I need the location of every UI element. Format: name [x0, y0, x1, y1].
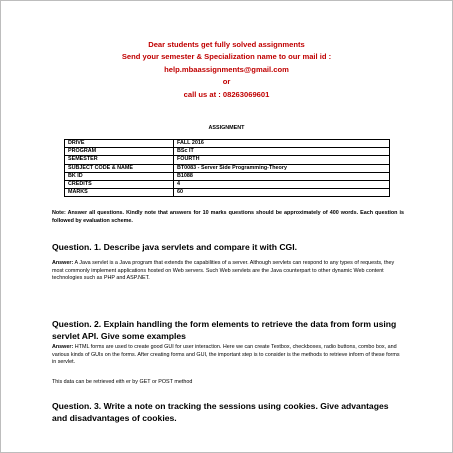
- promo-line-2: Send your semester & Specialization name to our mail id :: [121, 52, 332, 62]
- table-value: BSc IT: [174, 148, 390, 156]
- answer-label: Answer:: [52, 260, 74, 266]
- table-value: FALL 2016: [174, 140, 390, 148]
- question-1-answer: [52, 260, 404, 283]
- promo-line-1: Dear students get fully solved assignments: [148, 40, 305, 49]
- table-value: BT0083 - Server Side Programming-Theory: [174, 164, 390, 172]
- promo-phone: call us at : 08263069601: [183, 89, 270, 99]
- table-value: FOURTH: [174, 156, 390, 164]
- table-row: [65, 164, 390, 172]
- promo-or: or: [222, 77, 231, 87]
- table-row: [65, 180, 390, 188]
- table-row: [65, 148, 390, 156]
- promo-email: help.mbaassignments@gmail.com: [164, 64, 289, 74]
- answer-text: A Java servlet is a Java program that extends the capabilities of a server. Although servlets can respond to any types of requests, they most commonly implement applications hosted on Web servers. Such Web servlets are the Java counterpart to other dynamic Web content technologies such as PHP and ASP.NET.: [52, 260, 395, 282]
- promo-banner: [1, 39, 452, 101]
- table-row: [65, 156, 390, 164]
- question-2-answer-extra: This data can be retrieved eith er by GET or POST method: [52, 379, 193, 385]
- table-value: 60: [174, 189, 390, 197]
- table-row: [65, 140, 390, 148]
- question-1-title: Question. 1. Describe java servlets and compare it with CGI.: [52, 242, 298, 252]
- answer-label: Answer:: [52, 344, 74, 350]
- table-value: B1088: [174, 172, 390, 180]
- table-key: PROGRAM: [65, 148, 174, 156]
- table-key: BK ID: [65, 172, 174, 180]
- table-key: MARKS: [65, 189, 174, 197]
- assignment-info-table: [64, 139, 390, 197]
- answer-text: HTML forms are used to create good GUI for user interaction. Here we can create Textbox, checkboxes, radio buttons, combo box, and various kinds of GUIs on the forms. After creating forms and GUI, the important step is to consider is the methods to retrieve inform of these forms in servlet.: [52, 344, 400, 366]
- question-2-answer: [52, 344, 404, 367]
- table-key: SUBJECT CODE & NAME: [65, 164, 174, 172]
- table-row: [65, 172, 390, 180]
- instructions-note: Note: Answer all questions. Kindly note that answers for 10 marks questions should be approximately of 400 words. Each question is followed by evaluation scheme.: [52, 210, 404, 224]
- table-key: DRIVE: [65, 140, 174, 148]
- table-key: CREDITS: [65, 180, 174, 188]
- question-2-title: Question. 2. Explain handling the form elements to retrieve the data from form using servlet API. Give some examples: [52, 319, 397, 341]
- question-3-title: Question. 3. Write a note on tracking the sessions using cookies. Give advantages and disadvantages of cookies.: [52, 401, 389, 423]
- table-value: 4: [174, 180, 390, 188]
- assignment-title: ASSIGNMENT: [208, 125, 245, 131]
- table-row: [65, 189, 390, 197]
- table-key: SEMESTER: [65, 156, 174, 164]
